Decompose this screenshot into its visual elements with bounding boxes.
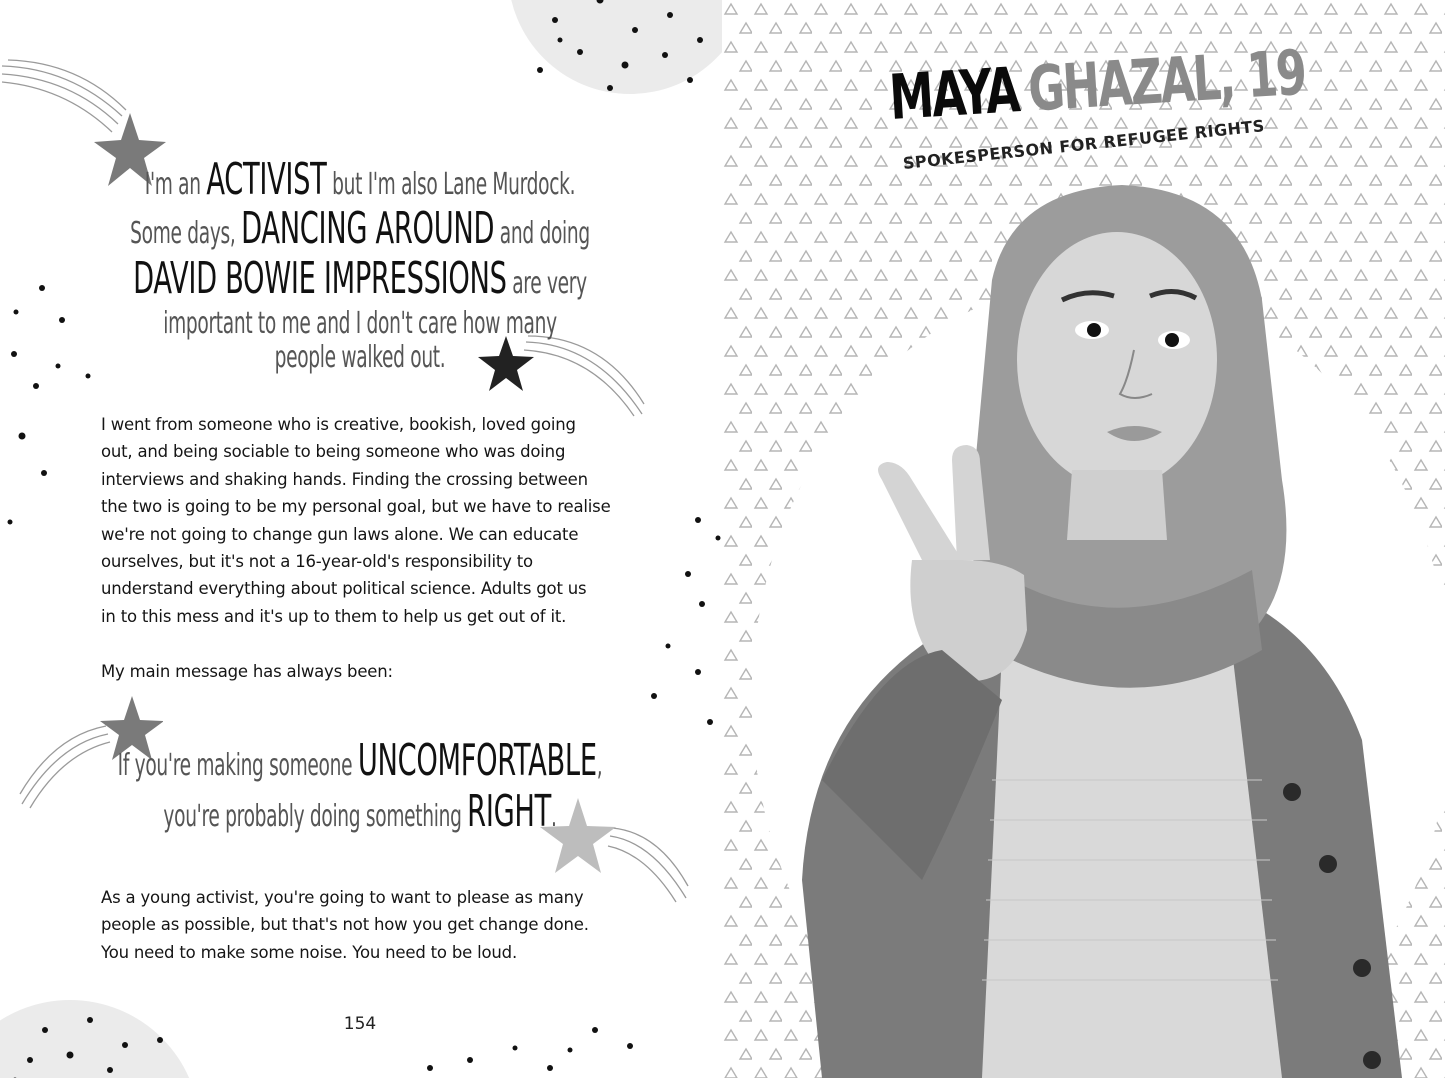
name-first: MAYA (887, 53, 1021, 135)
body-paragraph (101, 659, 625, 686)
text-line: the two is going to be my personal goal, but we have to realise (101, 497, 611, 518)
quote-highlight: DAVID BOWIE IMPRESSIONS (133, 253, 507, 304)
portrait-illustration (762, 180, 1445, 1078)
text-line: I went from someone who is creative, bookish, loved going (101, 415, 576, 435)
quote-text: people walked out. (274, 340, 446, 375)
right-page (722, 0, 1445, 1078)
text-line: My main message has always been: (101, 662, 393, 682)
quote-text: important to me and I don't care how many (163, 306, 557, 341)
text-line: interviews and shaking hands. Finding the crossing between (101, 469, 588, 490)
text-line: understand everything about political science. Adults got us (101, 579, 587, 600)
body-paragraph (101, 412, 625, 631)
body-paragraph (101, 885, 625, 967)
text-line: in to this mess and it's up to them to help us get out of it. (101, 606, 567, 627)
quote-highlight: RIGHT (467, 786, 551, 837)
left-page (0, 0, 722, 1078)
quote-highlight: UNCOMFORTABLE (357, 735, 597, 786)
quote-text: you're probably doing something (163, 799, 462, 834)
profile-role: SPOKESPERSON FOR REFUGEE RIGHTS (902, 116, 1266, 173)
quote-text: are very (512, 266, 587, 301)
quote-text: If you're making someone (117, 748, 353, 783)
quote-text: I'm an (144, 167, 201, 202)
quote-text: . (550, 799, 557, 834)
pull-quote-bottom (62, 735, 657, 840)
quote-text: Some days, (130, 216, 236, 251)
profile-heading (887, 35, 1312, 198)
name-last: GHAZAL, 19 (1026, 35, 1308, 126)
text-line: As a young activist, you're going to want to please as many (101, 888, 584, 908)
decorative-dots-bottom (400, 1010, 640, 1078)
text-line: people as possible, but that's not how you get change done. (101, 915, 589, 936)
quote-text: but I'm also Lane Murdock. (332, 167, 576, 202)
text-line: ourselves, but it's not a 16-year-old's responsibility to (101, 552, 533, 573)
decorative-dot-circle-top (460, 0, 722, 100)
decorative-dot-circle-bottom (0, 990, 240, 1078)
text-line: You need to make some noise. You need to be loud. (101, 942, 517, 963)
quote-text: and doing (499, 216, 590, 251)
quote-text: , (596, 748, 603, 783)
text-line: we're not going to change gun laws alone. We can educate (101, 524, 579, 545)
page-number: 154 (343, 1014, 377, 1034)
quote-highlight: DANCING AROUND (241, 203, 495, 254)
text-line: out, and being sociable to being someone who was doing (101, 442, 566, 463)
pull-quote-top (62, 154, 657, 375)
quote-highlight: ACTIVIST (206, 154, 327, 205)
